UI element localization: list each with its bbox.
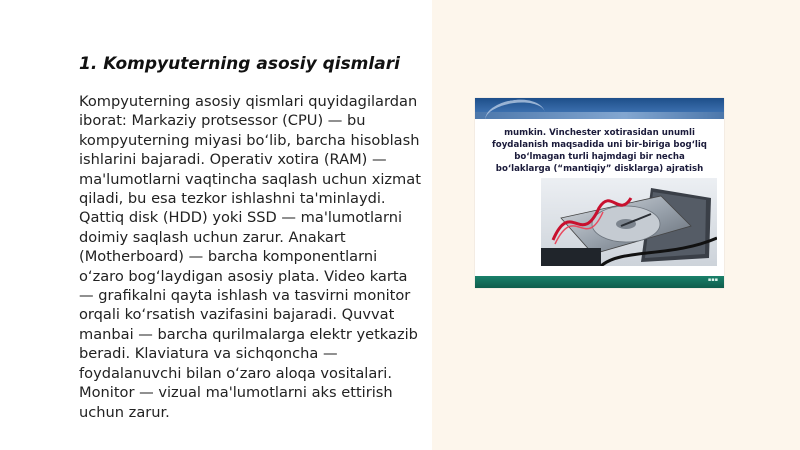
figure-footer-bar (475, 276, 724, 288)
hard-disk-figure (475, 98, 724, 288)
hard-drive-photo (541, 178, 717, 266)
slide-title: 1. Kompyuterning asosiy qismlari (79, 54, 400, 74)
figure-caption-line: mumkin. Vinchester xotirasidan unumli (504, 128, 695, 138)
figure-footer-mark: ▪▪▪ (707, 277, 718, 283)
slide-body-text: Kompyuterning asosiy qismlari quyidagilardan iborat: Markaziy protsessor (CPU) — bu kompyuterning miyasi bo‘lib, barcha hisoblash ishlarini bajaradi. Operativ xotira (RAM) — ma'lumotlarni vaqtincha saqlash uchun xizmat qiladi, bu esa tezkor ishlashni ta'minlaydi. Qattiq disk (HDD) yoki SSD — ma'lumotlarni doimiy saqlash uchun zarur. Anakart (Motherboard) — barcha komponentlarni o‘zaro bog‘laydigan asosiy plata. Video karta — grafikalni qayta ishlash va tasvirni monitor orqali ko‘rsatish vazifasini bajaradi. Quvvat manbai — barcha qurilmalarga elektr yetkazib beradi. Klaviatura va sichqoncha — foydalanuvchi bilan o‘zaro aloqa vositalari. Monitor — vizual ma'lumotlarni aks ettirish uchun zarur. (79, 93, 421, 421)
figure-caption-line: bo‘lmagan turli hajmdagi bir necha (514, 152, 685, 162)
figure-caption (483, 127, 716, 175)
figure-caption-line: foydalanish maqsadida uni bir-biriga bog‘liq (492, 140, 707, 150)
figure-caption-line: bo‘laklarga (“mantiqiy” disklarga) ajratish (495, 164, 704, 174)
